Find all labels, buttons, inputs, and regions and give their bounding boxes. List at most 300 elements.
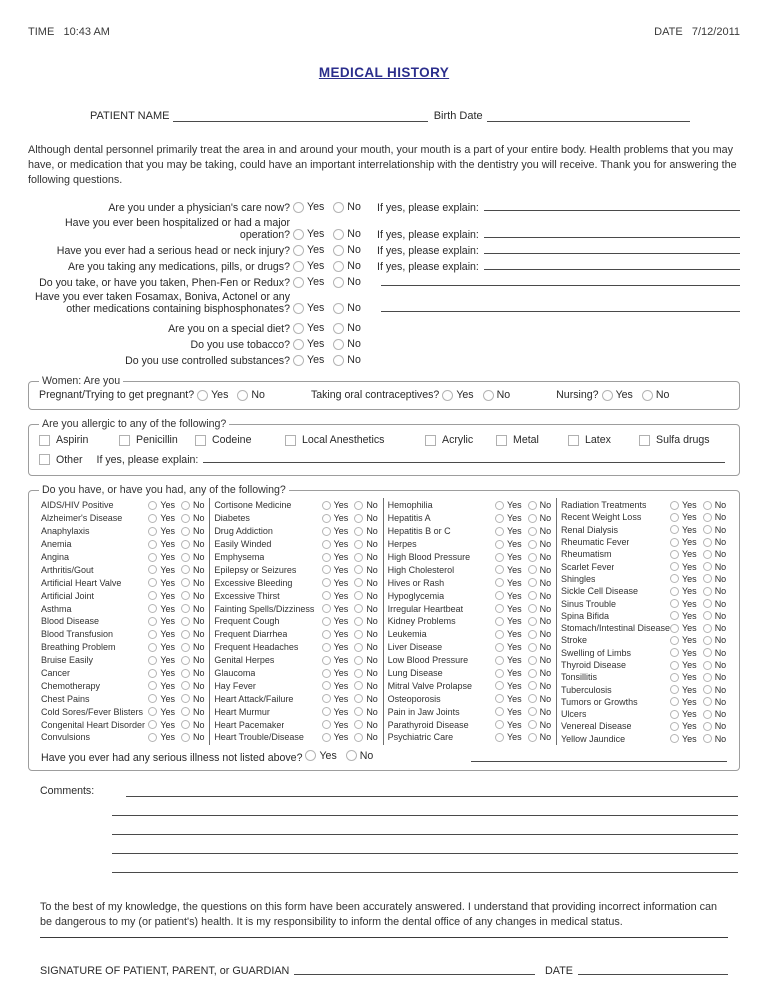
yes-radio[interactable]	[495, 694, 504, 703]
yes-radio[interactable]	[670, 661, 679, 670]
allergy-checkbox[interactable]	[285, 435, 296, 446]
no-radio[interactable]	[181, 617, 190, 626]
condition-row	[41, 641, 206, 654]
conditions-column	[37, 498, 209, 745]
yes-radio[interactable]	[148, 617, 157, 626]
condition-row	[388, 641, 553, 654]
yes-radio[interactable]	[495, 617, 504, 626]
yes-radio[interactable]	[322, 591, 331, 600]
no-label: No	[193, 616, 205, 627]
no-radio[interactable]	[354, 604, 363, 613]
yes-no-group	[670, 660, 728, 670]
no-radio[interactable]	[703, 574, 712, 583]
no-label: No	[714, 512, 727, 523]
condition-row	[388, 718, 553, 731]
condition-row	[41, 499, 206, 512]
yes-radio[interactable]	[148, 720, 157, 729]
yes-radio[interactable]	[148, 540, 157, 549]
yes-no-group	[293, 338, 369, 350]
yes-radio[interactable]	[322, 720, 331, 729]
condition-row	[388, 731, 553, 744]
comment-line[interactable]	[112, 815, 738, 816]
yes-radio[interactable]	[670, 525, 679, 534]
no-label: No	[366, 642, 378, 653]
yes-radio[interactable]	[670, 550, 679, 559]
no-radio[interactable]	[333, 202, 344, 213]
no-radio[interactable]	[333, 339, 344, 350]
yes-radio[interactable]	[293, 277, 304, 288]
page-header	[28, 26, 740, 38]
comments-section	[28, 785, 740, 873]
no-radio[interactable]	[703, 501, 712, 510]
yes-radio[interactable]	[670, 562, 679, 571]
no-radio[interactable]	[703, 611, 712, 620]
yes-radio[interactable]	[322, 617, 331, 626]
no-radio[interactable]	[333, 323, 344, 334]
yes-radio[interactable]	[148, 501, 157, 510]
no-radio[interactable]	[181, 681, 190, 690]
condition-label: Epilepsy or Seizures	[214, 564, 297, 575]
no-radio[interactable]	[703, 550, 712, 559]
yes-radio[interactable]	[495, 604, 504, 613]
yes-radio[interactable]	[322, 604, 331, 613]
condition-label: Scarlet Fever	[560, 561, 615, 572]
allergy-explain-line[interactable]	[203, 462, 725, 463]
yes-radio[interactable]	[670, 574, 679, 583]
no-radio[interactable]	[181, 591, 190, 600]
comment-line[interactable]	[112, 872, 738, 873]
no-radio[interactable]	[528, 604, 537, 613]
yes-label: Yes	[160, 706, 175, 717]
no-radio[interactable]	[181, 669, 190, 678]
yes-radio[interactable]	[305, 750, 316, 761]
yes-label: Yes	[307, 228, 325, 240]
yes-radio[interactable]	[322, 565, 331, 574]
condition-label: Parathyroid Disease	[387, 719, 469, 730]
yes-no-group	[322, 732, 380, 742]
no-radio[interactable]	[181, 578, 190, 587]
no-radio[interactable]	[703, 599, 712, 608]
no-radio[interactable]	[483, 390, 494, 401]
yes-no-group	[670, 537, 728, 547]
allergy-label: Penicillin	[136, 434, 178, 446]
no-radio[interactable]	[703, 734, 712, 743]
yes-radio[interactable]	[670, 636, 679, 645]
answer-line[interactable]	[381, 285, 740, 286]
condition-row	[214, 576, 379, 589]
no-radio[interactable]	[333, 277, 344, 288]
yes-radio[interactable]	[670, 587, 679, 596]
yes-label: Yes	[682, 709, 697, 720]
yes-radio[interactable]	[670, 697, 679, 706]
no-radio[interactable]	[703, 661, 712, 670]
comment-line[interactable]	[112, 853, 738, 854]
yes-radio[interactable]	[495, 501, 504, 510]
yes-radio[interactable]	[670, 648, 679, 657]
yes-no-group	[670, 512, 728, 522]
yes-radio[interactable]	[148, 591, 157, 600]
condition-label: High Cholesterol	[387, 564, 455, 575]
no-radio[interactable]	[528, 733, 537, 742]
yes-radio[interactable]	[148, 669, 157, 678]
yes-radio[interactable]	[322, 527, 331, 536]
yes-no-group	[495, 642, 553, 652]
yes-radio[interactable]	[670, 611, 679, 620]
no-radio[interactable]	[354, 720, 363, 729]
no-label: No	[539, 732, 552, 743]
no-radio[interactable]	[354, 617, 363, 626]
no-radio[interactable]	[528, 681, 537, 690]
yes-radio[interactable]	[670, 624, 679, 633]
condition-row	[214, 538, 379, 551]
no-label: No	[359, 749, 374, 762]
yes-radio[interactable]	[442, 390, 453, 401]
yes-radio[interactable]	[293, 261, 304, 272]
no-radio[interactable]	[181, 707, 190, 716]
condition-label: Rheumatic Fever	[560, 537, 630, 548]
no-radio[interactable]	[703, 697, 712, 706]
no-radio[interactable]	[181, 733, 190, 742]
yes-radio[interactable]	[293, 323, 304, 334]
no-label: No	[193, 526, 205, 537]
yes-radio[interactable]	[322, 553, 331, 562]
condition-row	[214, 589, 379, 602]
yes-radio[interactable]	[670, 685, 679, 694]
no-radio[interactable]	[528, 617, 537, 626]
yes-radio[interactable]	[293, 202, 304, 213]
explain-line[interactable]	[484, 210, 740, 211]
no-label: No	[714, 672, 727, 683]
yes-radio[interactable]	[148, 694, 157, 703]
no-radio[interactable]	[528, 578, 537, 587]
no-radio[interactable]	[528, 527, 537, 536]
question-label: Have you ever been hospitalized or had a major operation?	[65, 217, 290, 241]
yes-label: Yes	[160, 719, 175, 730]
no-radio[interactable]	[354, 643, 363, 652]
yes-radio[interactable]	[495, 527, 504, 536]
condition-label: Mitral Valve Prolapse	[387, 680, 472, 691]
no-radio[interactable]	[237, 390, 248, 401]
yes-radio[interactable]	[670, 538, 679, 547]
yes-radio[interactable]	[148, 643, 157, 652]
yes-radio[interactable]	[148, 553, 157, 562]
patient-name-field[interactable]	[173, 118, 427, 122]
condition-label: Sickle Cell Disease	[560, 586, 638, 597]
no-radio[interactable]	[354, 527, 363, 536]
signature-date-field[interactable]	[578, 974, 728, 975]
yes-label: Yes	[682, 696, 697, 707]
yes-no-group	[322, 565, 380, 575]
yes-label: Yes	[682, 549, 697, 560]
yes-radio[interactable]	[148, 565, 157, 574]
intro-paragraph: Although dental personnel primarily treat the area in and around your mouth, your mouth is a part of your entire body. Health problems that you may have, or medication that you may be taking, could have an important interrelationship with the dentistry you will receive. Thank you for answering the following questions.	[28, 144, 737, 186]
yes-radio[interactable]	[148, 733, 157, 742]
birthdate-field[interactable]	[487, 118, 690, 122]
comment-line[interactable]	[112, 834, 738, 835]
no-radio[interactable]	[703, 722, 712, 731]
no-label: No	[539, 668, 552, 679]
no-radio[interactable]	[528, 591, 537, 600]
no-radio[interactable]	[528, 694, 537, 703]
yes-radio[interactable]	[322, 514, 331, 523]
yes-no-group	[670, 623, 728, 633]
yes-no-group	[322, 720, 380, 730]
no-radio[interactable]	[181, 656, 190, 665]
yes-label: Yes	[333, 577, 349, 588]
yes-radio[interactable]	[148, 514, 157, 523]
no-radio[interactable]	[703, 587, 712, 596]
yes-label: Yes	[307, 260, 325, 272]
no-radio[interactable]	[703, 538, 712, 547]
question-label: Have you ever had a serious head or neck injury?	[56, 245, 290, 257]
no-radio[interactable]	[333, 261, 344, 272]
yes-radio[interactable]	[322, 630, 331, 639]
no-radio[interactable]	[528, 553, 537, 562]
no-radio[interactable]	[354, 681, 363, 690]
no-radio[interactable]	[703, 673, 712, 682]
yes-radio[interactable]	[670, 501, 679, 510]
no-radio[interactable]	[333, 245, 344, 256]
condition-row	[561, 634, 728, 646]
allergy-checkbox[interactable]	[39, 435, 50, 446]
question-label: Are you under a physician's care now?	[108, 202, 290, 214]
condition-label: Thyroid Disease	[560, 660, 626, 670]
no-radio[interactable]	[181, 643, 190, 652]
no-radio[interactable]	[181, 553, 190, 562]
yes-no-group	[495, 500, 553, 510]
no-radio[interactable]	[528, 656, 537, 665]
condition-row	[41, 679, 206, 692]
no-radio[interactable]	[333, 229, 344, 240]
yes-radio[interactable]	[495, 578, 504, 587]
no-radio[interactable]	[642, 390, 653, 401]
condition-row	[41, 602, 206, 615]
allergy-checkbox[interactable]	[119, 435, 130, 446]
condition-row	[214, 692, 379, 705]
allergy-checkbox[interactable]	[639, 435, 650, 446]
no-radio[interactable]	[333, 355, 344, 366]
no-radio[interactable]	[528, 540, 537, 549]
no-radio[interactable]	[703, 685, 712, 694]
yes-radio[interactable]	[293, 339, 304, 350]
yes-label: Yes	[333, 564, 349, 575]
no-radio[interactable]	[181, 694, 190, 703]
yes-radio[interactable]	[495, 565, 504, 574]
yes-radio[interactable]	[148, 630, 157, 639]
yes-radio[interactable]	[495, 643, 504, 652]
no-label: No	[539, 564, 552, 575]
yes-no-group	[495, 732, 553, 742]
allergy-other-checkbox[interactable]	[39, 454, 50, 465]
yes-radio[interactable]	[293, 355, 304, 366]
yes-no-group	[322, 668, 380, 678]
signature-field[interactable]	[294, 974, 535, 975]
yes-no-group	[148, 707, 206, 717]
condition-row	[214, 499, 379, 512]
yes-radio[interactable]	[670, 513, 679, 522]
no-radio[interactable]	[703, 525, 712, 534]
yes-no-group	[148, 694, 206, 704]
yes-radio[interactable]	[322, 578, 331, 587]
allergy-checkbox[interactable]	[195, 435, 206, 446]
yes-radio[interactable]	[148, 604, 157, 613]
no-radio[interactable]	[528, 565, 537, 574]
yes-radio[interactable]	[495, 540, 504, 549]
yes-radio[interactable]	[322, 681, 331, 690]
no-radio[interactable]	[354, 553, 363, 562]
explain-line[interactable]	[484, 237, 740, 238]
yes-radio[interactable]	[197, 390, 208, 401]
yes-radio[interactable]	[495, 553, 504, 562]
no-radio[interactable]	[354, 656, 363, 665]
yes-label: Yes	[307, 276, 325, 288]
yes-label: Yes	[160, 500, 175, 511]
no-radio[interactable]	[528, 501, 537, 510]
yes-radio[interactable]	[670, 599, 679, 608]
no-radio[interactable]	[181, 514, 190, 523]
yes-radio[interactable]	[670, 710, 679, 719]
no-radio[interactable]	[354, 578, 363, 587]
yes-radio[interactable]	[602, 390, 613, 401]
yes-radio[interactable]	[293, 229, 304, 240]
allergy-label: Acrylic	[442, 434, 474, 446]
yes-radio[interactable]	[495, 514, 504, 523]
yes-radio[interactable]	[322, 707, 331, 716]
yes-radio[interactable]	[495, 733, 504, 742]
no-radio[interactable]	[346, 750, 357, 761]
yes-radio[interactable]	[495, 630, 504, 639]
no-radio[interactable]	[354, 591, 363, 600]
yes-label: Yes	[506, 577, 522, 588]
no-radio[interactable]	[181, 501, 190, 510]
no-radio[interactable]	[181, 527, 190, 536]
yes-radio[interactable]	[322, 501, 331, 510]
yes-radio[interactable]	[670, 734, 679, 743]
no-radio[interactable]	[703, 513, 712, 522]
yes-no-group	[670, 648, 728, 658]
no-radio[interactable]	[354, 630, 363, 639]
yes-radio[interactable]	[670, 673, 679, 682]
yes-radio[interactable]	[322, 733, 331, 742]
yes-radio[interactable]	[322, 669, 331, 678]
no-radio[interactable]	[181, 630, 190, 639]
no-label: No	[714, 598, 727, 609]
yes-no-group	[495, 694, 553, 704]
no-radio[interactable]	[181, 720, 190, 729]
no-radio[interactable]	[354, 540, 363, 549]
no-radio[interactable]	[354, 707, 363, 716]
condition-label: Stomach/Intestinal Disease	[560, 623, 670, 634]
no-radio[interactable]	[703, 710, 712, 719]
yes-no-group	[148, 513, 206, 523]
no-radio[interactable]	[528, 707, 537, 716]
yes-no-group	[670, 549, 728, 559]
yes-label: Yes	[682, 672, 697, 683]
no-radio[interactable]	[354, 514, 363, 523]
yes-radio[interactable]	[495, 656, 504, 665]
yes-radio[interactable]	[495, 707, 504, 716]
no-radio[interactable]	[528, 643, 537, 652]
yes-radio[interactable]	[293, 303, 304, 314]
yes-radio[interactable]	[670, 722, 679, 731]
condition-row	[41, 718, 206, 731]
yes-label: Yes	[682, 598, 697, 609]
yes-radio[interactable]	[148, 527, 157, 536]
no-radio[interactable]	[354, 669, 363, 678]
no-label: No	[539, 719, 552, 730]
yes-radio[interactable]	[495, 681, 504, 690]
yes-radio[interactable]	[148, 707, 157, 716]
allergy-checkbox[interactable]	[425, 435, 436, 446]
explain-line[interactable]	[484, 253, 740, 254]
yes-radio[interactable]	[495, 720, 504, 729]
no-radio[interactable]	[528, 514, 537, 523]
allergy-checkbox[interactable]	[496, 435, 507, 446]
yes-label: Yes	[307, 322, 325, 334]
yes-radio[interactable]	[495, 669, 504, 678]
no-radio[interactable]	[181, 604, 190, 613]
no-radio[interactable]	[181, 540, 190, 549]
allergy-label: Local Anesthetics	[302, 434, 385, 446]
no-radio[interactable]	[703, 624, 712, 633]
yes-label: Yes	[160, 642, 175, 653]
yes-no-group	[148, 642, 206, 652]
no-radio[interactable]	[354, 501, 363, 510]
yes-no-group	[322, 629, 380, 639]
condition-row	[561, 560, 728, 572]
no-radio[interactable]	[528, 630, 537, 639]
condition-label: Rheumatism	[560, 549, 612, 560]
yes-radio[interactable]	[148, 656, 157, 665]
yes-label: Yes	[160, 629, 175, 640]
comment-line[interactable]	[126, 796, 738, 797]
no-radio[interactable]	[528, 669, 537, 678]
condition-label: AIDS/HIV Positive	[41, 500, 114, 511]
allergy-explain-label: If yes, please explain:	[96, 454, 199, 466]
yes-label: Yes	[506, 693, 522, 704]
no-radio[interactable]	[354, 694, 363, 703]
no-radio[interactable]	[528, 720, 537, 729]
allergy-checkbox[interactable]	[568, 435, 579, 446]
condition-row	[388, 525, 553, 538]
no-label: No	[193, 668, 205, 679]
condition-row	[214, 512, 379, 525]
no-radio[interactable]	[333, 303, 344, 314]
serious-illness-line[interactable]	[471, 761, 727, 762]
yes-radio[interactable]	[293, 245, 304, 256]
yes-no-group	[670, 635, 728, 645]
acknowledgement-paragraph: To the best of my knowledge, the questions on this form have been accurately answered. I understand that providing incorrect information can be dangerous to my (or patient's) health. It is my responsibility to inform the dental office of any changes in medical status.	[40, 901, 717, 929]
yes-radio[interactable]	[322, 540, 331, 549]
yes-label: Yes	[333, 629, 349, 640]
no-radio[interactable]	[703, 648, 712, 657]
condition-label: Anaphylaxis	[41, 526, 90, 537]
answer-line[interactable]	[381, 311, 740, 312]
no-radio[interactable]	[354, 733, 363, 742]
yes-radio[interactable]	[495, 591, 504, 600]
no-radio[interactable]	[181, 565, 190, 574]
yes-radio[interactable]	[322, 656, 331, 665]
yes-radio[interactable]	[148, 578, 157, 587]
yes-radio[interactable]	[322, 694, 331, 703]
explain-line[interactable]	[484, 269, 740, 270]
yes-label: Yes	[456, 389, 474, 401]
no-radio[interactable]	[703, 562, 712, 571]
yes-radio[interactable]	[322, 643, 331, 652]
no-radio[interactable]	[703, 636, 712, 645]
yes-radio[interactable]	[148, 681, 157, 690]
no-radio[interactable]	[354, 565, 363, 574]
